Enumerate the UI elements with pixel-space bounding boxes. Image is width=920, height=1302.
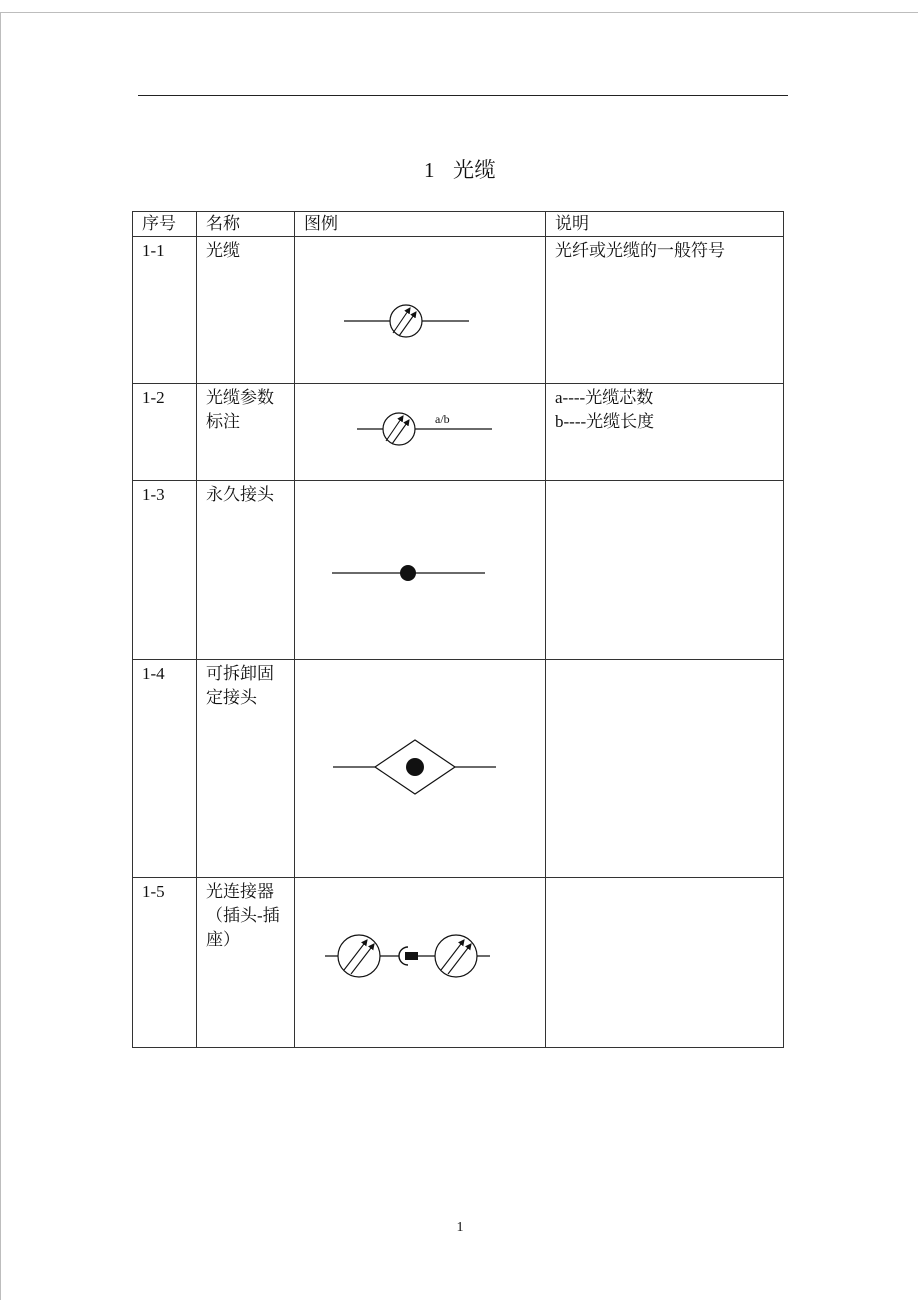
description-line: a----光缆芯数 [555,388,654,407]
row-symbol [295,237,546,384]
section-number: 1 [424,158,435,182]
row-description [546,237,784,384]
row-name: 光缆参数标注 [197,384,295,481]
section-title [0,154,920,184]
table-row [133,660,784,878]
row-name: 光缆 [197,237,295,384]
table-row [133,481,784,660]
table-header-row [133,212,784,237]
row-index: 1-4 [133,660,197,878]
section-name: 光缆 [453,158,496,182]
description-line: 光纤或光缆的一般符号 [555,241,725,260]
row-description [546,660,784,878]
header-rule [138,95,788,96]
row-description [546,384,784,481]
symbol-table [132,211,784,1048]
row-symbol [295,384,546,481]
row-index: 1-3 [133,481,197,660]
table-row [133,384,784,481]
symbol-label: a/b [435,412,450,426]
row-name: 光连接器（插头-插座） [197,878,295,1048]
header-description: 说明 [546,212,784,237]
optical-cable-icon [295,237,546,383]
description-line: b----光缆长度 [555,412,655,431]
row-symbol [295,481,546,660]
row-description [546,481,784,660]
row-index: 1-1 [133,237,197,384]
row-index: 1-2 [133,384,197,481]
header-name: 名称 [197,212,295,237]
optical-connector-icon [295,878,546,1047]
table-row [133,878,784,1048]
page-number: 1 [456,1220,464,1235]
row-symbol [295,660,546,878]
header-symbol: 图例 [295,212,546,237]
row-symbol [295,878,546,1048]
row-index: 1-5 [133,878,197,1048]
optical-cable-annotated-icon [295,384,546,480]
row-name: 永久接头 [197,481,295,660]
table-row [133,237,784,384]
row-name: 可拆卸固定接头 [197,660,295,878]
detachable-splice-icon [295,660,546,877]
header-index: 序号 [133,212,197,237]
row-description [546,878,784,1048]
permanent-splice-icon [295,481,546,659]
